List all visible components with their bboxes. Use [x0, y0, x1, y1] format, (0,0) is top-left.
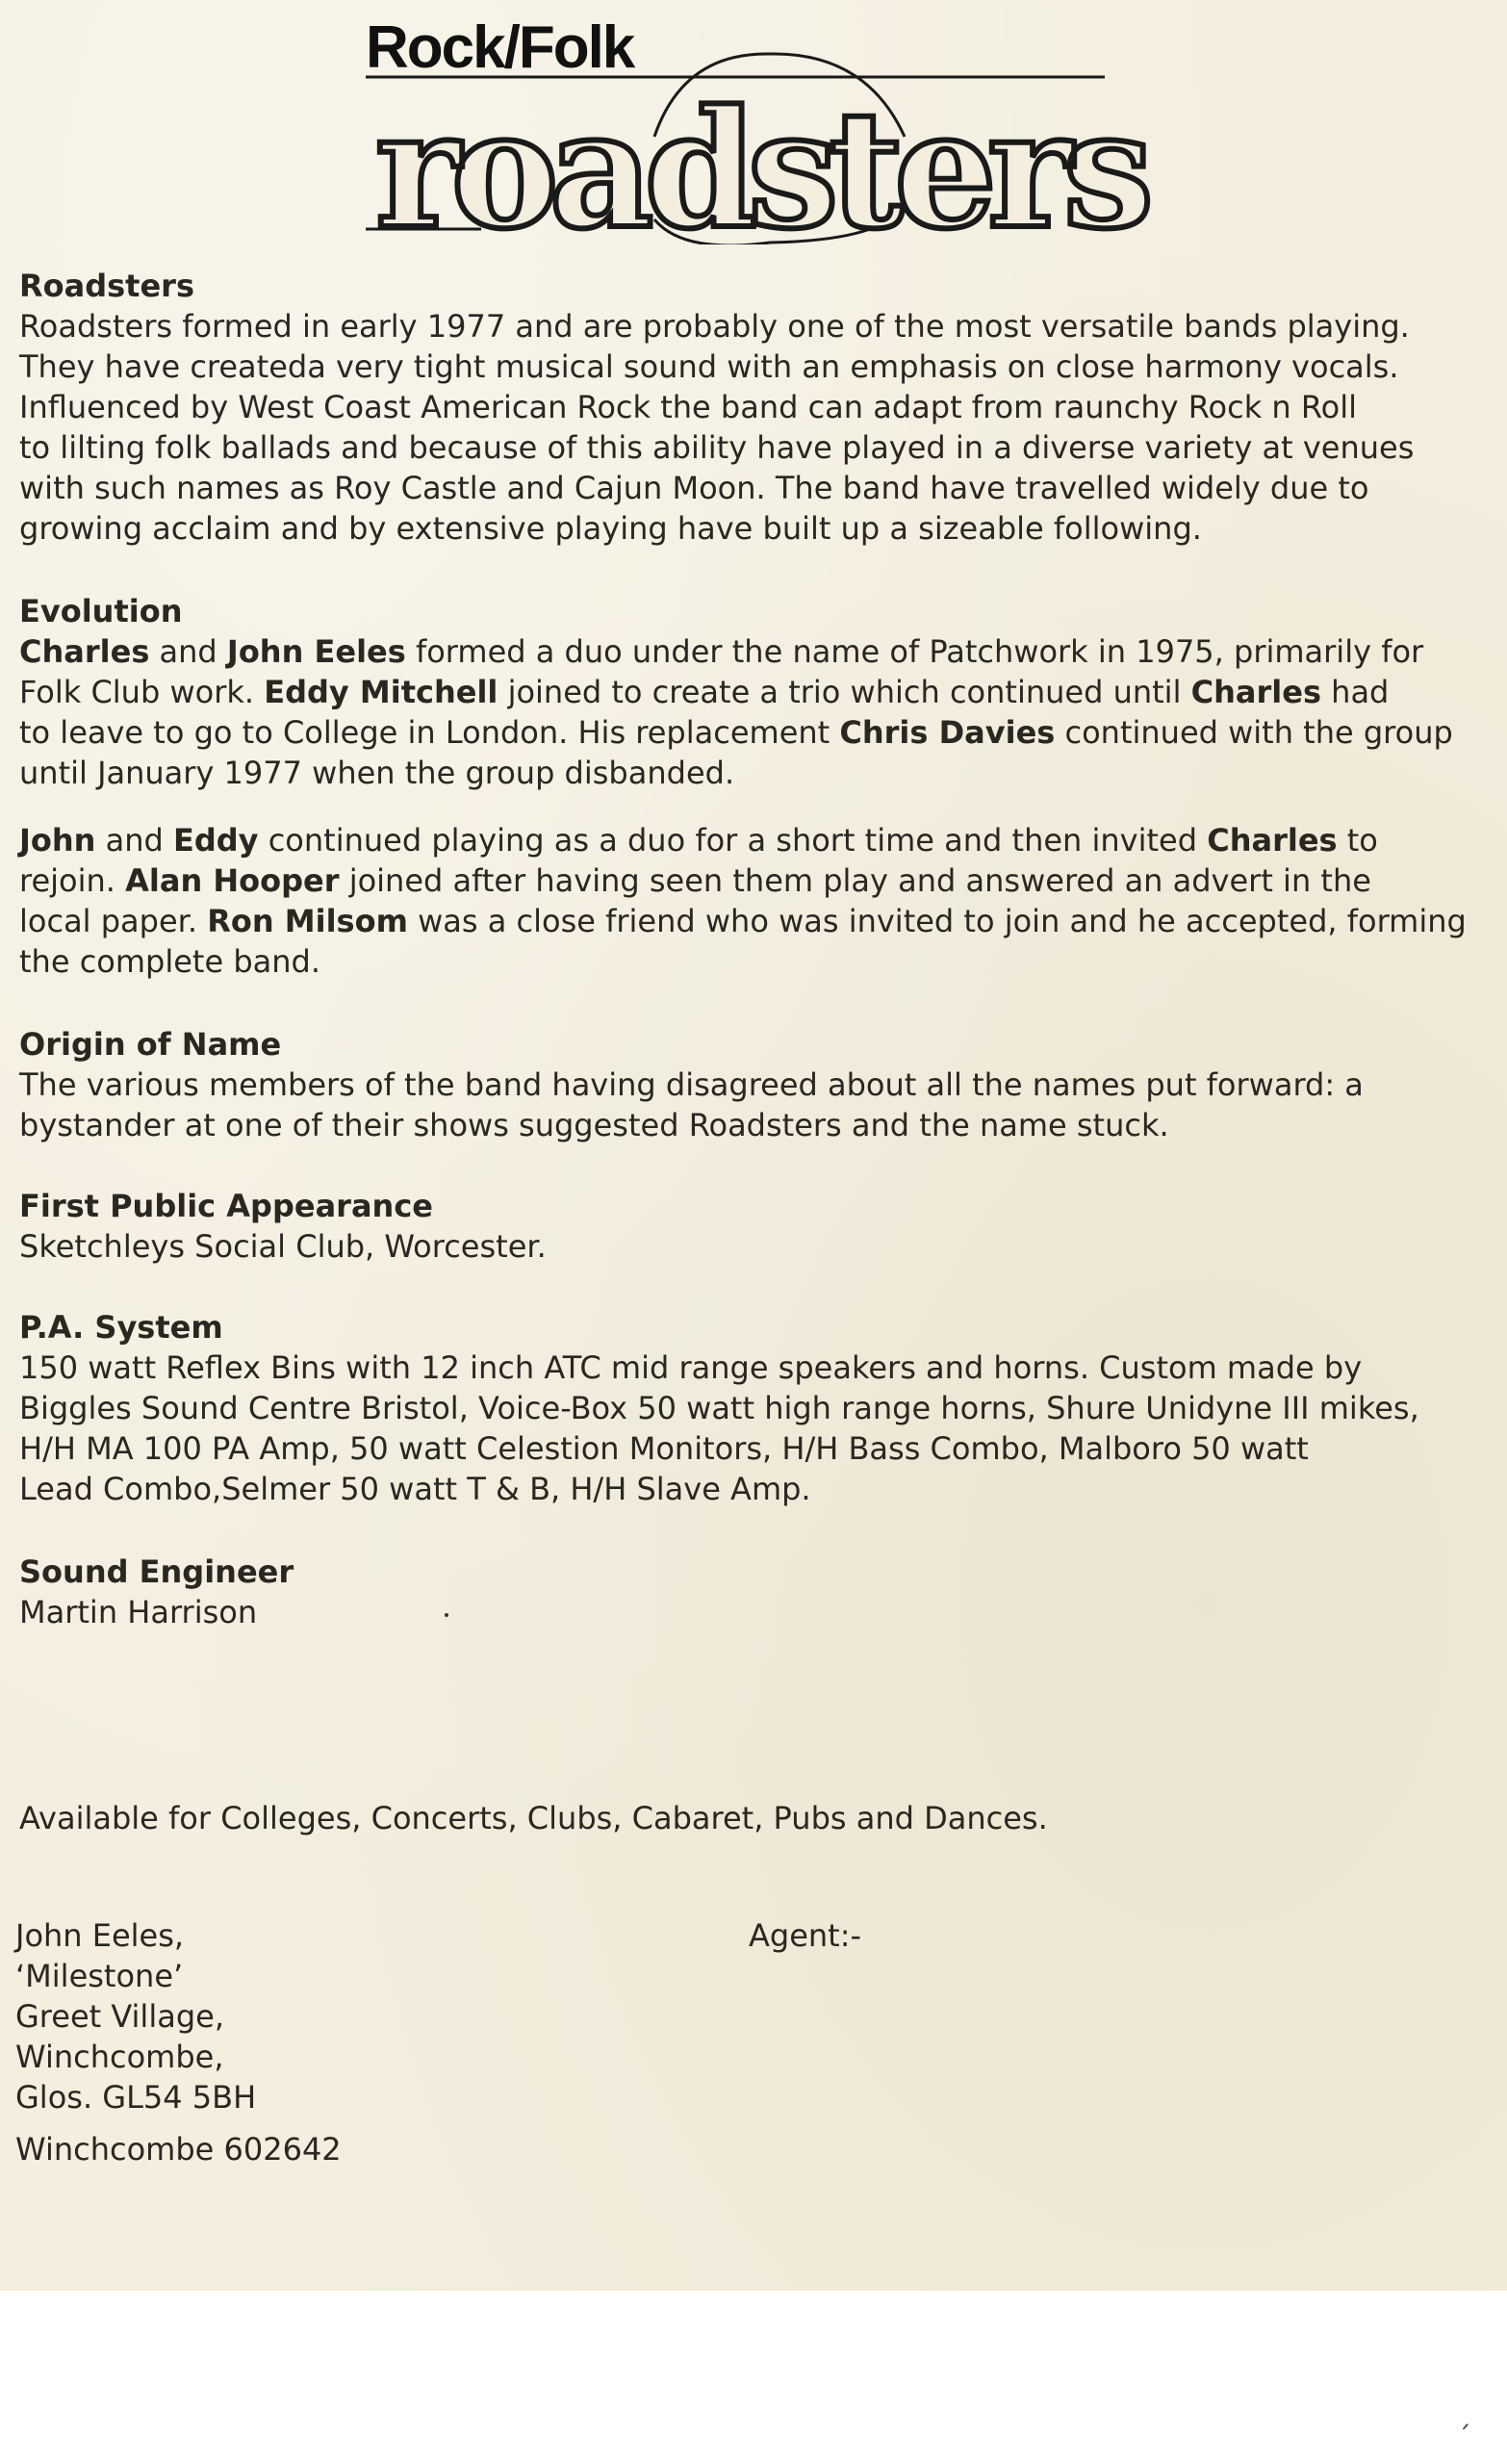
scan-speck: ˏ	[1457, 2397, 1471, 2430]
member-name: Chris Davies	[839, 714, 1056, 751]
text-run: joined to create a trio which continued until	[498, 674, 1191, 710]
text-line: bystander at one of their shows suggested Roadsters and the name stuck.	[19, 1107, 1169, 1143]
section-evolution	[19, 591, 1492, 982]
paragraph-evolution-1	[19, 631, 1492, 793]
section-first-public-appearance	[19, 1186, 1492, 1267]
text-run: to leave to go to College in London. His replacement	[19, 714, 840, 751]
text-line	[19, 820, 1492, 860]
text-line	[19, 712, 1492, 753]
contact-phone: Winchcombe 602642	[15, 2131, 342, 2168]
address-line: John Eeles,	[15, 1917, 185, 1954]
member-name: John	[19, 822, 96, 859]
text-line: growing acclaim and by extensive playing have built up a sizeable following.	[19, 510, 1202, 547]
text-line: 150 watt Reflex Bins with 12 inch ATC mid range speakers and horns. Custom made by	[19, 1349, 1363, 1386]
text-line	[19, 901, 1492, 941]
paragraph-origin-of-name	[19, 1065, 1492, 1145]
paragraph-pa-system	[19, 1348, 1492, 1509]
heading-pa-system: P.A. System	[19, 1309, 223, 1346]
contact-address	[15, 1915, 342, 2169]
text-run: was a close friend who was invited to join and he accepted, forming	[407, 903, 1467, 939]
text-run: and	[95, 822, 173, 859]
agent-label: Agent:-	[749, 1917, 862, 1954]
address-line: ‘Milestone’	[15, 1958, 184, 1994]
text-run: continued with the group	[1055, 714, 1453, 751]
address-line: Glos. GL54 5BH	[15, 2079, 257, 2116]
text-run: Folk Club work.	[19, 674, 265, 710]
text-run: formed a duo under the name of Patchwork in 1975, primarily for	[405, 633, 1424, 670]
heading-roadsters: Roadsters	[19, 268, 194, 304]
text-line: Martin Harrison	[19, 1594, 258, 1630]
member-name: Charles	[19, 633, 150, 670]
text-line: Sketchleys Social Club, Worcester.	[19, 1228, 547, 1265]
text-line: with such names as Roy Castle and Cajun Moon. The band have travelled widely due to	[19, 470, 1369, 506]
paragraph-first-public-appearance	[19, 1226, 1492, 1267]
member-name: Alan Hooper	[125, 862, 340, 899]
text-line: Biggles Sound Centre Bristol, Voice-Box 50 watt high range horns, Shure Unidyne III mikes,	[19, 1390, 1419, 1426]
paragraph-sound-engineer	[19, 1592, 1492, 1632]
text-line	[19, 672, 1492, 712]
text-line: Roadsters formed in early 1977 and are probably one of the most versatile bands playing.	[19, 308, 1410, 345]
logo-overline: Rock/Folk	[366, 14, 634, 81]
band-logo	[366, 13, 1145, 265]
address-line: Greet Village,	[15, 1998, 224, 2035]
text-run: joined after having seen them play and answered an advert in the	[339, 862, 1371, 899]
text-line: to lilting folk ballads and because of this ability have played in a diverse variety at venues	[19, 429, 1415, 466]
member-name: Charles	[1190, 674, 1321, 710]
availability-line: Available for Colleges, Concerts, Clubs, Cabaret, Pubs and Dances.	[19, 1800, 1048, 1836]
address-line: Winchcombe,	[15, 2039, 224, 2075]
text-line: H/H MA 100 PA Amp, 50 watt Celestion Monitors, H/H Bass Combo, Malboro 50 watt	[19, 1430, 1309, 1467]
section-roadsters	[19, 266, 1492, 549]
text-line: They have createda very tight musical sound with an emphasis on close harmony vocals.	[19, 348, 1399, 385]
text-line: Influenced by West Coast American Rock the band can adapt from raunchy Rock n Roll	[19, 389, 1358, 425]
text-run: local paper.	[19, 903, 208, 939]
section-origin-of-name	[19, 1024, 1492, 1145]
member-name: Eddy	[173, 822, 259, 859]
ink-dot	[445, 1613, 448, 1617]
text-run: continued playing as a duo for a short time and then invited	[258, 822, 1208, 859]
heading-first-public-appearance: First Public Appearance	[19, 1188, 433, 1224]
text-line: Lead Combo,Selmer 50 watt T & B, H/H Slave Amp.	[19, 1471, 811, 1507]
heading-sound-engineer: Sound Engineer	[19, 1553, 294, 1590]
section-pa-system	[19, 1307, 1492, 1509]
member-name: Ron Milsom	[207, 903, 408, 939]
member-name: Charles	[1207, 822, 1338, 859]
text-run: rejoin.	[19, 862, 126, 899]
text-line: The various members of the band having disagreed about all the names put forward: a	[19, 1066, 1364, 1103]
member-name: John Eeles	[226, 633, 406, 670]
member-name: Eddy Mitchell	[264, 674, 498, 710]
text-line: until January 1977 when the group disbanded.	[19, 755, 735, 791]
paragraph-evolution-2	[19, 820, 1492, 982]
logo-band-name: roadsters	[375, 74, 1145, 265]
text-run: had	[1320, 674, 1390, 710]
heading-evolution: Evolution	[19, 593, 183, 629]
text-line	[19, 860, 1492, 901]
section-sound-engineer	[19, 1552, 1492, 1632]
text-line: the complete band.	[19, 943, 321, 980]
text-line	[19, 631, 1492, 672]
paragraph-roadsters	[19, 306, 1492, 549]
text-run: and	[149, 633, 227, 670]
text-run: to	[1337, 822, 1378, 859]
heading-origin-of-name: Origin of Name	[19, 1026, 282, 1063]
